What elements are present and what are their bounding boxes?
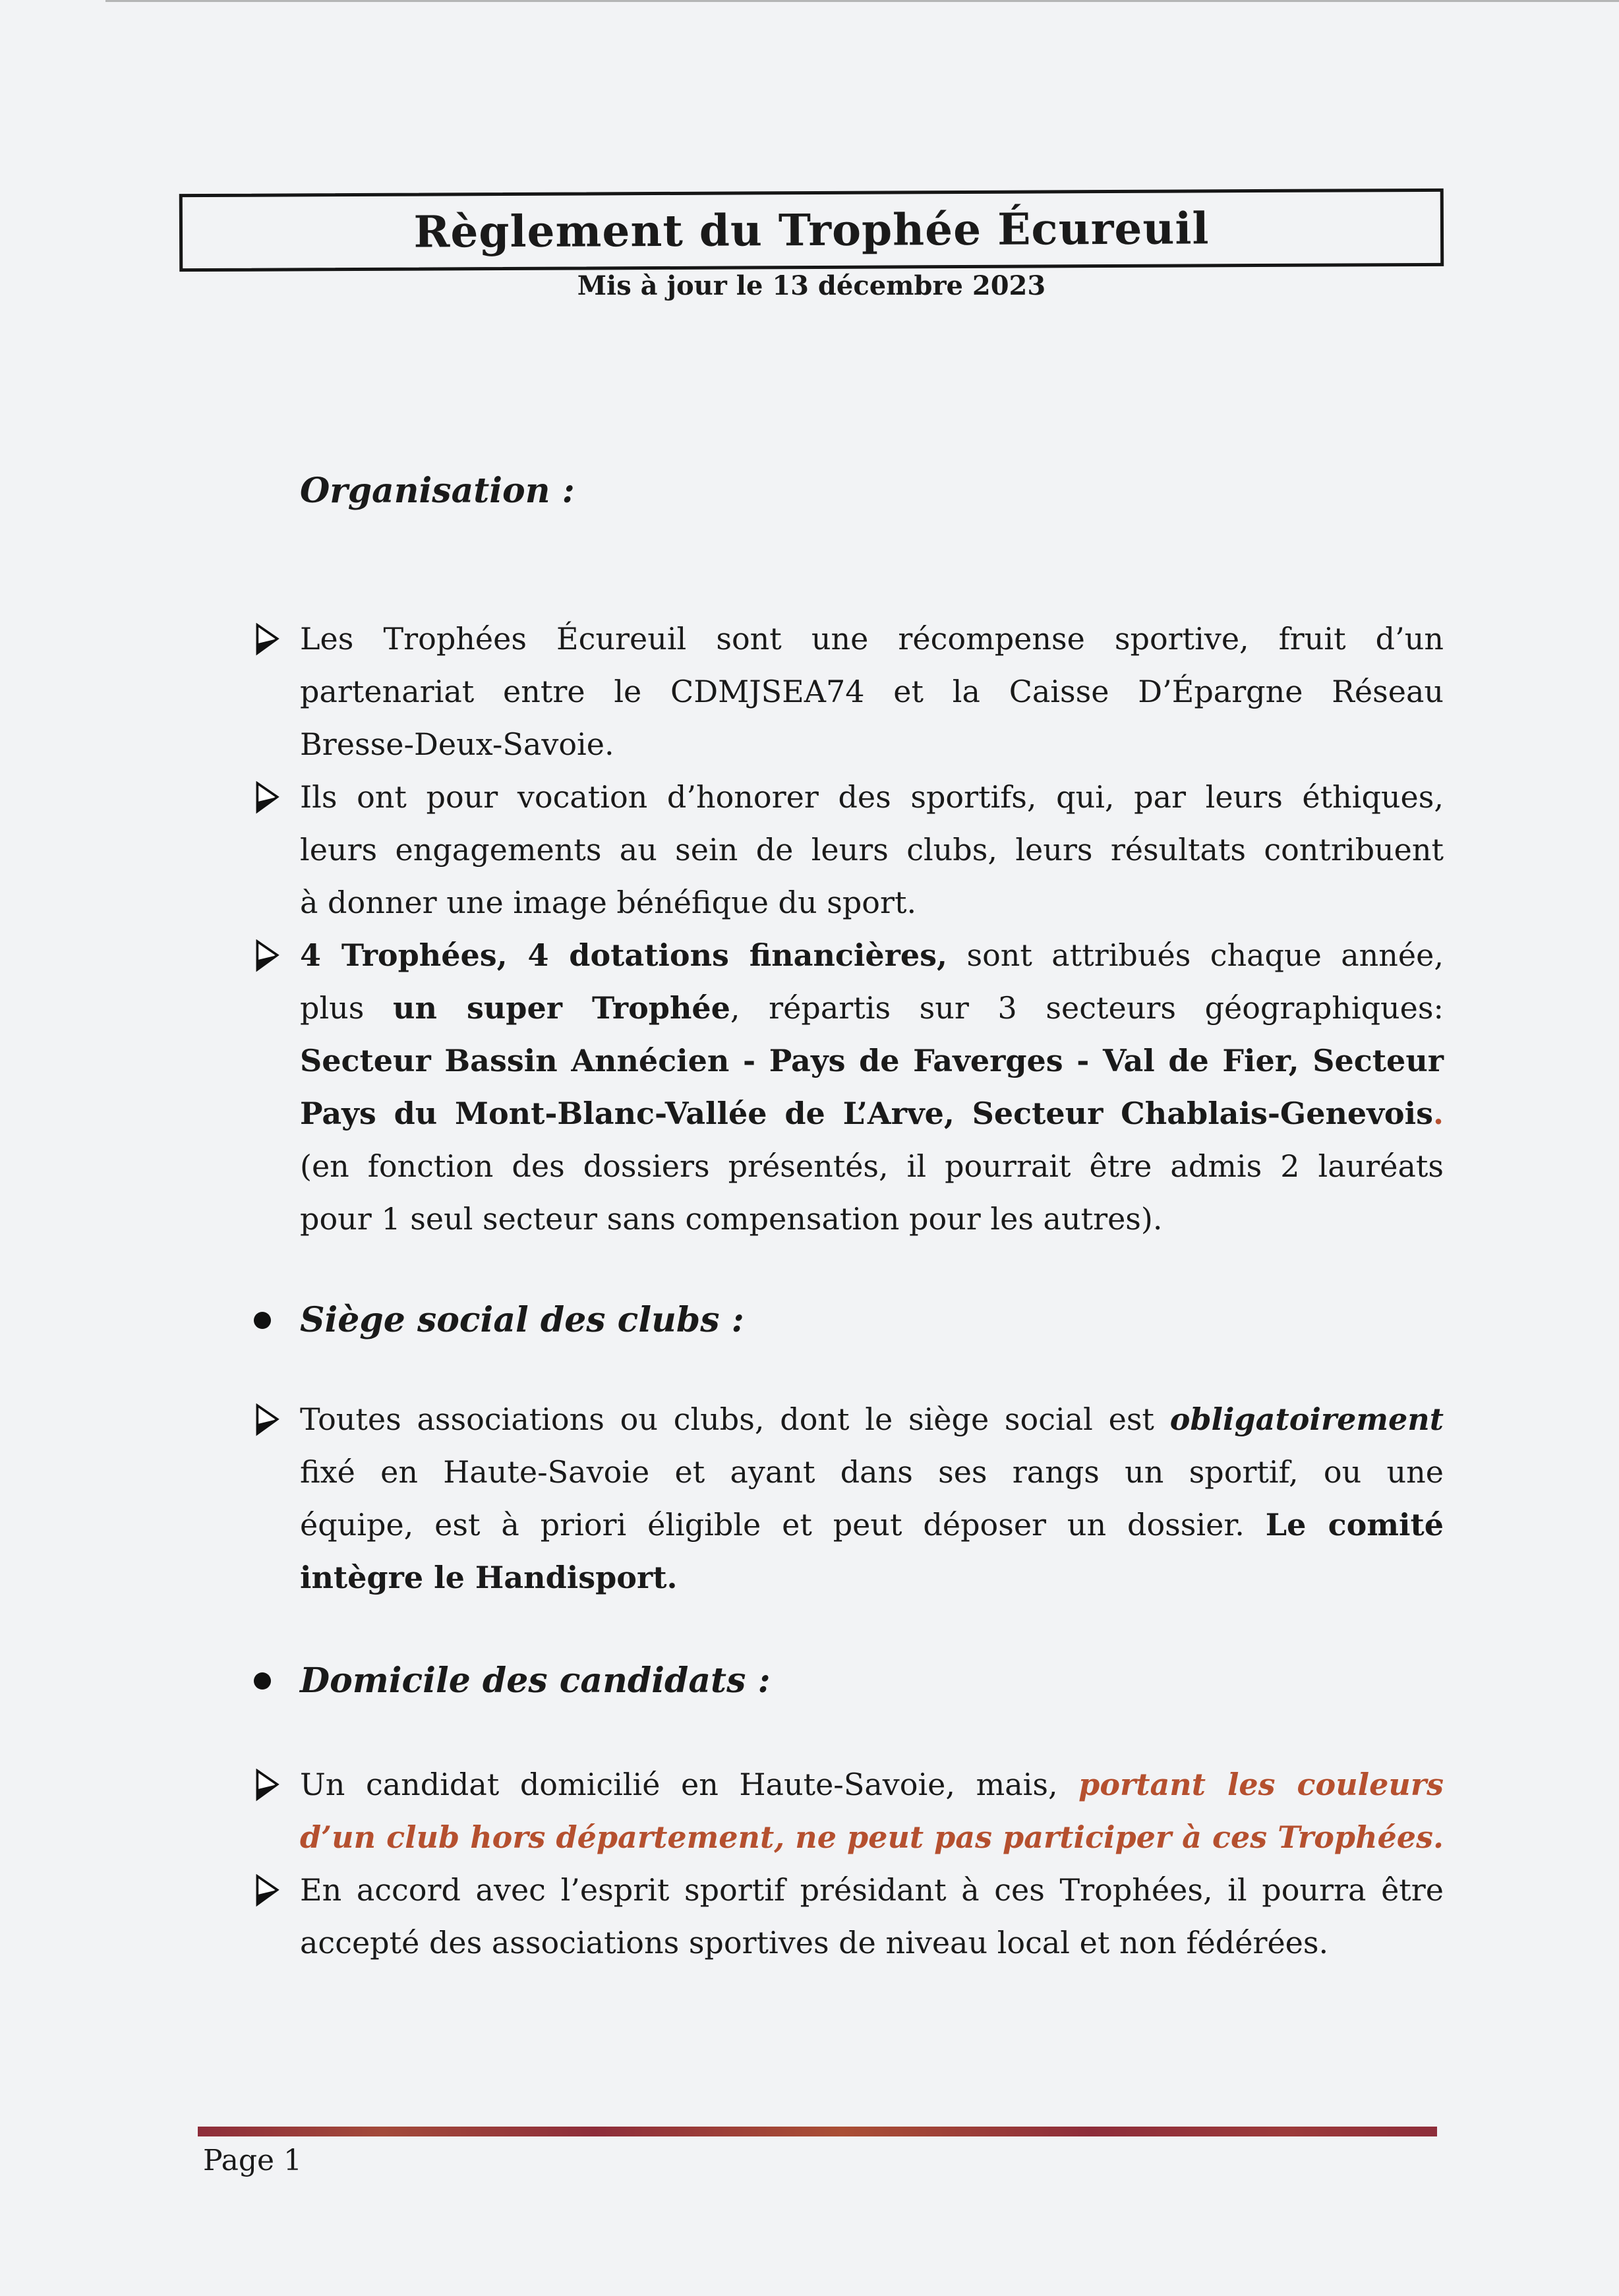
section-heading-domicile: [254, 1660, 771, 1702]
scan-edge-artifact: [105, 0, 1619, 2]
text-run: Toutes associations ou clubs, dont le siège social est: [300, 1401, 1170, 1437]
list-item: [254, 1758, 1444, 1864]
section-heading-label: Siège social des clubs :: [300, 1300, 744, 1340]
text-line: [300, 1393, 1444, 1446]
text-line: [300, 1140, 1444, 1192]
bullet-list-siege-social: [254, 1393, 1444, 1604]
text-run: partenariat entre le CDMJSEA74 et la Caisse D’Épargne Réseau: [300, 674, 1444, 709]
text-line: [300, 876, 1444, 929]
arrow-bullet-icon: [254, 1769, 281, 1802]
text-line: [300, 1034, 1444, 1087]
bullet-list-domicile: [254, 1758, 1444, 1969]
text-run: sont attribués chaque année,: [947, 937, 1444, 973]
text-run: leurs engagements au sein de leurs clubs, leurs résultats contribuent: [300, 832, 1444, 868]
text-line: [300, 823, 1444, 876]
list-item: [254, 929, 1444, 1245]
section-heading-siege-social: [254, 1299, 744, 1341]
text-line: [300, 1758, 1444, 1811]
text-run: équipe, est à priori éligible et peut déposer un dossier.: [300, 1507, 1266, 1543]
text-line: [300, 1864, 1444, 1916]
section-heading-label: Organisation :: [300, 471, 575, 511]
text-run: intègre le Handisport.: [300, 1560, 678, 1595]
text-run: Les Trophées Écureuil sont une récompense sportive, fruit d’un: [300, 621, 1444, 657]
arrow-bullet-icon: [254, 1403, 281, 1436]
list-item: [254, 1864, 1444, 1969]
document-subtitle: Mis à jour le 13 décembre 2023: [577, 270, 1046, 301]
list-item: [254, 612, 1444, 771]
arrow-bullet-icon: [254, 1874, 281, 1907]
text-run: plus: [300, 990, 394, 1026]
text-line: [300, 665, 1444, 718]
text-line: [300, 771, 1444, 823]
text-line: [300, 718, 1444, 771]
text-run: Secteur Bassin Annécien - Pays de Faverges - Val de Fier, Secteur: [300, 1043, 1444, 1078]
text-run: Ils ont pour vocation d’honorer des sportifs, qui, par leurs éthiques,: [300, 779, 1444, 815]
text-run: Un candidat domicilié en Haute-Savoie, mais,: [300, 1767, 1079, 1802]
bullet-list-organisation: [254, 612, 1444, 1245]
text-line: [300, 1916, 1444, 1969]
text-line: [300, 1811, 1444, 1864]
title-box: [179, 189, 1444, 272]
arrow-bullet-icon: [254, 939, 281, 972]
arrow-bullet-icon: [254, 623, 281, 656]
text-run: à donner une image bénéfique du sport.: [300, 885, 917, 920]
text-line: [300, 1192, 1444, 1245]
section-heading-organisation: [300, 470, 575, 512]
text-line: [300, 1446, 1444, 1498]
text-run: En accord avec l’esprit sportif présidant à ces Trophées, il pourra être: [300, 1872, 1444, 1908]
text-run: 4 Trophées, 4 dotations financières,: [300, 937, 948, 973]
text-run: Bresse-Deux-Savoie.: [300, 726, 614, 762]
section-heading-label: Domicile des candidats :: [300, 1661, 771, 1701]
text-run: .: [1432, 1096, 1444, 1131]
arrow-bullet-icon: [254, 781, 281, 814]
text-run: portant les couleurs: [1078, 1767, 1444, 1802]
text-run: , répartis sur 3 secteurs géographiques:: [730, 990, 1444, 1026]
round-bullet-icon: [254, 1672, 271, 1690]
text-line: [300, 1498, 1444, 1551]
round-bullet-icon: [254, 1312, 271, 1329]
text-run: d’un club hors département, ne peut pas participer à ces Trophées.: [300, 1819, 1444, 1855]
text-run: un super Trophée: [393, 990, 730, 1026]
text-line: [300, 929, 1444, 982]
text-line: [300, 612, 1444, 665]
text-run: Le comité: [1265, 1507, 1444, 1543]
text-run: Pays du Mont-Blanc-Vallée de L’Arve, Secteur Chablais-Genevois: [300, 1096, 1433, 1131]
text-run: fixé en Haute-Savoie et ayant dans ses rangs un sportif, ou une: [300, 1454, 1444, 1490]
text-line: [300, 1087, 1444, 1140]
text-run: obligatoirement: [1169, 1401, 1444, 1437]
text-run: accepté des associations sportives de niveau local et non fédérées.: [300, 1925, 1329, 1960]
document-title: Règlement du Trophée Écureuil: [413, 202, 1210, 258]
page-number-label: Page 1: [203, 2144, 303, 2177]
text-run: (en fonction des dossiers présentés, il pourrait être admis 2 lauréats: [300, 1148, 1444, 1184]
text-line: [300, 1551, 1444, 1604]
list-item: [254, 771, 1444, 929]
text-run: pour 1 seul secteur sans compensation pour les autres).: [300, 1201, 1163, 1237]
footer-divider-rule: [198, 2127, 1437, 2136]
text-line: [300, 982, 1444, 1034]
list-item: [254, 1393, 1444, 1604]
